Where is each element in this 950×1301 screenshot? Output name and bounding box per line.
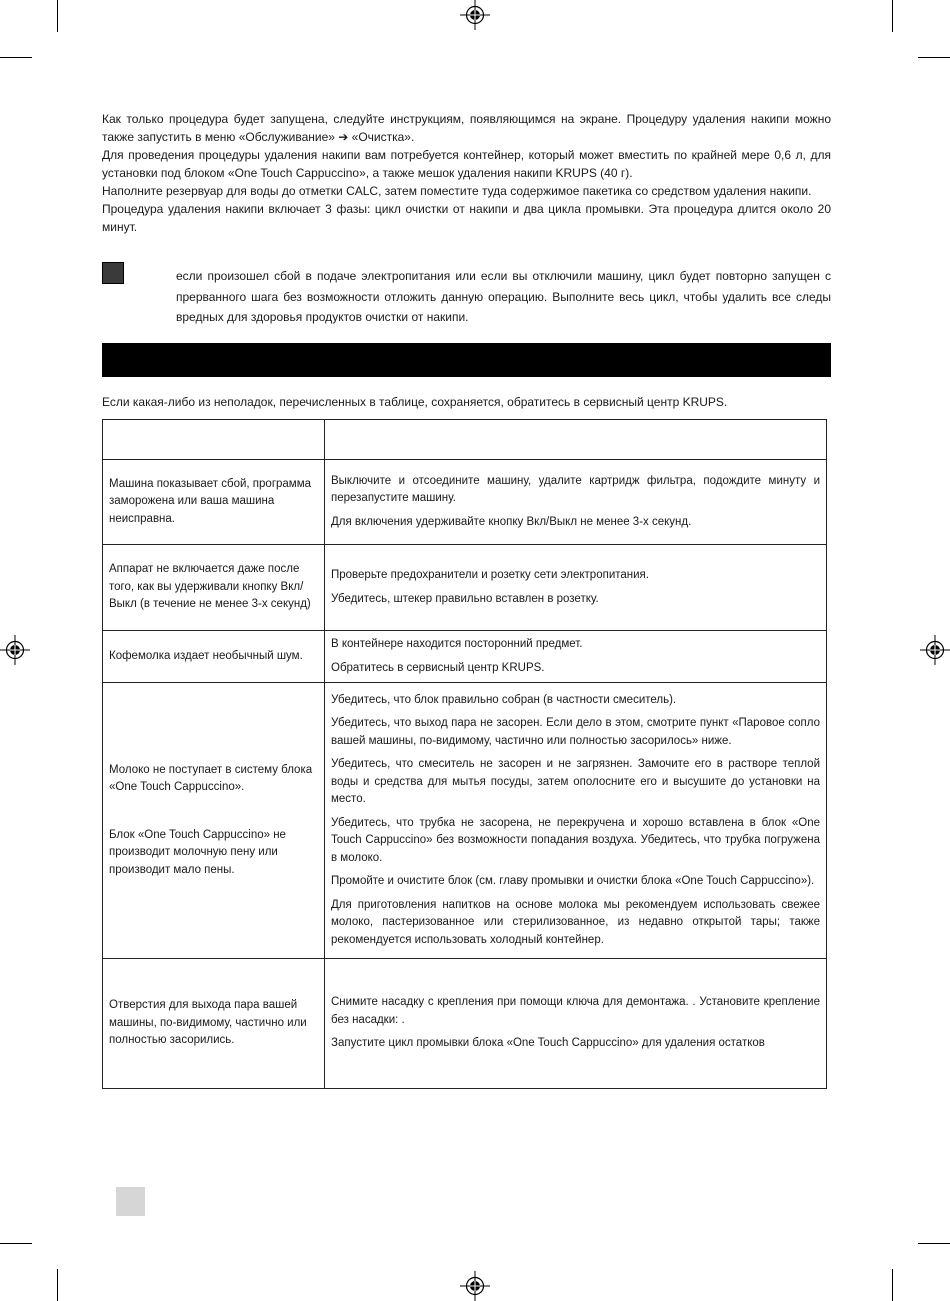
problem-cell [103, 683, 325, 959]
solution-text: Убедитесь, что блок правильно собран (в частности смеситель). [331, 693, 677, 706]
table-row [103, 683, 827, 959]
solution-text: Промойте и очистите блок (см. главу промывки и очистки блока «One Touch Cappuccino»). [331, 875, 815, 888]
intro-paragraph: Наполните резервуар для воды до отметки CALC, затем поместите туда содержимое пакетика со средством удаления накипи. [102, 184, 812, 198]
intro-paragraph: Процедура удаления накипи включает 3 фазы: цикл очистки от накипи и два цикла промывки. Эта процедура длится около 20 минут. [102, 202, 831, 234]
section-heading-bar [102, 343, 831, 377]
solution-text: Снимите насадку с крепления при помощи ключа для демонтажа. . Установите крепление без насадки: . [331, 996, 820, 1026]
solution-text: Проверьте предохранители и розетку сети электропитания. [331, 569, 649, 581]
registration-mark-icon [460, 0, 490, 30]
problem-text: Аппарат не включается даже после того, как вы удерживали кнопку Вкл/Выкл (в течение не менее 3-х секунд) [109, 563, 311, 611]
page-number-marker [116, 1187, 145, 1216]
solution-cell [325, 683, 827, 959]
problem-text: Машина показывает сбой, программа заморожена или ваша машина неисправна. [109, 477, 312, 525]
registration-mark-icon [0, 635, 30, 665]
solution-text: Убедитесь, что выход пара не засорен. Если дело в этом, смотрите пункт «Паровое сопло вашей машины, по-видимому, частично или полностью засорилось» ниже. [331, 717, 820, 747]
registration-mark-icon [460, 1271, 490, 1301]
power-failure-note: если произошел сбой в подаче электропитания или если вы отключили машину, цикл будет повторно запущен с прерванного шага без возможности отложить данную операцию. Выполните весь цикл, чтобы удалить все следы вредных для здоровья продуктов очистки от накипи. [176, 269, 831, 324]
troubleshooting-intro: Если какая-либо из неполадок, перечисленных в таблице, сохраняется, обратитесь в сервисный центр KRUPS. [102, 395, 728, 409]
solution-text: Запустите цикл промывки блока «One Touch Cappuccino» для удаления остатков [331, 1037, 765, 1050]
intro-paragraph: Как только процедура будет запущена, следуйте инструкциям, появляющимся на экране. Процедуру удаления накипи можно также запустить в меню «Обслуживание» ➔ «Очистка». [102, 112, 831, 144]
troubleshooting-table [102, 419, 827, 1089]
solution-text: В контейнере находится посторонний предмет. [331, 638, 583, 650]
problem-text: Отверстия для выхода пара вашей машины, по-видимому, частично или полностью засорились. [109, 999, 307, 1047]
crop-mark [892, 0, 893, 32]
crop-mark [57, 0, 58, 32]
solution-text: Выключите и отсоедините машину, удалите картридж фильтра, подождите минуту и перезапустите машину. [331, 474, 820, 505]
solution-text: Обратитесь в сервисный центр KRUPS. [331, 661, 545, 674]
solution-cell [325, 460, 827, 545]
problem-cell [103, 460, 325, 545]
solution-cell [325, 545, 827, 631]
crop-mark [918, 1243, 950, 1244]
problem-cell [103, 631, 325, 683]
note-icon [102, 262, 124, 284]
crop-mark [0, 57, 32, 58]
descaling-instructions [102, 110, 831, 236]
solution-text: Для включения удерживайте кнопку Вкл/Выкл не менее 3-х секунд. [331, 515, 692, 528]
table-row [103, 545, 827, 631]
crop-mark [918, 57, 950, 58]
crop-mark [892, 1269, 893, 1301]
solutions-column-header [325, 420, 827, 460]
solution-text: Убедитесь, штекер правильно вставлен в розетку. [331, 592, 599, 605]
solution-text: Убедитесь, что смеситель не засорен и не загрязнен. Замочите его в растворе теплой воды и средства для мытья посуды, затем ополосните его и высушите до установки на место. [331, 758, 820, 806]
registration-mark-icon [920, 635, 950, 665]
table-header-row [103, 420, 827, 460]
solution-text: Убедитесь, что трубка не засорена, не перекручена и хорошо вставлена в блок «One Touch Cappuccino» без возможности попадания воздуха. Убедитесь, что трубка погружена в молоко. [331, 816, 820, 864]
table-row [103, 959, 827, 1089]
problems-column-header [103, 420, 325, 460]
crop-mark [57, 1269, 58, 1301]
crop-mark [0, 1243, 32, 1244]
solution-cell [325, 959, 827, 1089]
intro-paragraph: Для проведения процедуры удаления накипи вам потребуется контейнер, который может вместить по крайней мере 0,6 л, для установки под блоком «One Touch Cappuccino», а также мешок удаления накипи KRUPS (40 г). [102, 148, 831, 180]
problem-text: Блок «One Touch Cappuccino» не производит молочную пену или производит мало пены. [109, 828, 286, 876]
problem-cell [103, 959, 325, 1089]
problem-cell [103, 545, 325, 631]
problem-text: Кофемолка издает необычный шум. [109, 649, 303, 662]
table-row [103, 631, 827, 683]
table-row [103, 460, 827, 545]
solution-cell [325, 631, 827, 683]
solution-text: Для приготовления напитков на основе молока мы рекомендуем использовать свежее молоко, пастеризованное или стерилизованное, из недавно открытой тары; также рекомендуется использовать холодный контейнер. [331, 898, 820, 946]
problem-text: Молоко не поступает в систему блока «One Touch Cappuccino». [109, 763, 313, 794]
